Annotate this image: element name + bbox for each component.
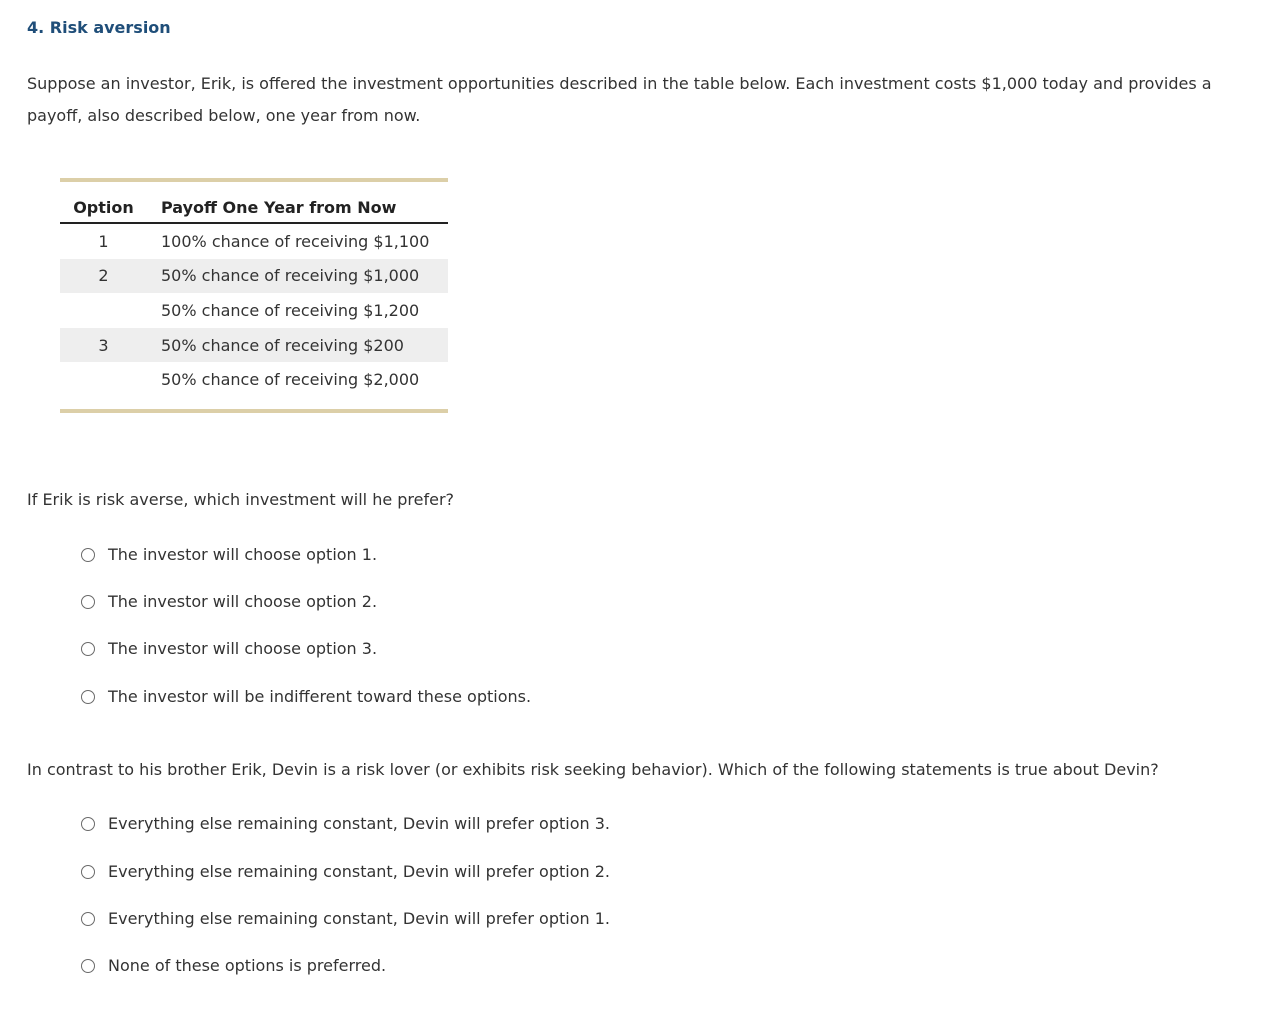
- table-bottom-rule: [60, 409, 448, 413]
- payoff-table: [60, 192, 448, 397]
- part1-prompt: If Erik is risk averse, which investment will he prefer?: [27, 490, 455, 509]
- radio-button[interactable]: [81, 912, 95, 926]
- row-payoff: 50% chance of receiving $1,200: [161, 300, 420, 320]
- header-payoff: Payoff One Year from Now: [147, 192, 448, 223]
- option-label: Everything else remaining constant, Devin will prefer option 3.: [108, 814, 610, 833]
- part2-option-1[interactable]: [81, 814, 610, 833]
- radio-button[interactable]: [81, 642, 95, 656]
- option-label: Everything else remaining constant, Devin will prefer option 2.: [108, 862, 610, 881]
- option-label: The investor will choose option 2.: [108, 592, 378, 611]
- table-header-row: [60, 192, 448, 223]
- part2-option-3[interactable]: [81, 909, 610, 928]
- table-row: [60, 362, 448, 397]
- radio-button[interactable]: [81, 548, 95, 562]
- option-label: Everything else remaining constant, Devin will prefer option 1.: [108, 909, 610, 928]
- question-title: 4. Risk aversion: [27, 18, 171, 37]
- part2-option-2[interactable]: [81, 862, 610, 881]
- row-payoff: 50% chance of receiving $1,000: [147, 259, 448, 294]
- header-option: Option: [60, 192, 147, 223]
- row-option: [60, 362, 147, 397]
- part1-option-1[interactable]: [81, 545, 377, 564]
- table-row: [60, 223, 448, 259]
- table-row: [60, 259, 448, 294]
- part1-option-2[interactable]: [81, 592, 377, 611]
- part1-option-4[interactable]: [81, 687, 531, 706]
- row-option: 1: [98, 231, 109, 251]
- row-payoff: 50% chance of receiving $2,000: [161, 370, 420, 390]
- table-row: [60, 328, 448, 363]
- payoff-table-container: [60, 178, 448, 413]
- row-option: 3: [60, 328, 147, 363]
- option-label: The investor will choose option 3.: [108, 639, 378, 658]
- part1-option-3[interactable]: [81, 639, 377, 658]
- row-payoff: 50% chance of receiving $200: [147, 328, 448, 363]
- radio-button[interactable]: [81, 959, 95, 973]
- radio-button[interactable]: [81, 865, 95, 879]
- option-label: None of these options is preferred.: [108, 956, 387, 975]
- row-option: 2: [60, 259, 147, 294]
- row-payoff: 100% chance of receiving $1,100: [161, 231, 430, 251]
- row-option: [60, 293, 147, 328]
- radio-button[interactable]: [81, 817, 95, 831]
- option-label: The investor will choose option 1.: [108, 545, 378, 564]
- option-label: The investor will be indifferent toward these options.: [108, 687, 532, 706]
- part2-option-4[interactable]: [81, 956, 386, 975]
- table-row: [60, 293, 448, 328]
- radio-button[interactable]: [81, 595, 95, 609]
- table-top-rule: [60, 178, 448, 182]
- question-intro: Suppose an investor, Erik, is offered the investment opportunities described in the table below. Each investment costs $1,000 today and provides a payoff, also described below, one year from now.: [27, 74, 1212, 125]
- part2-prompt: In contrast to his brother Erik, Devin is a risk lover (or exhibits risk seeking behavior). Which of the following statements is true about Devin?: [27, 760, 1159, 779]
- radio-button[interactable]: [81, 690, 95, 704]
